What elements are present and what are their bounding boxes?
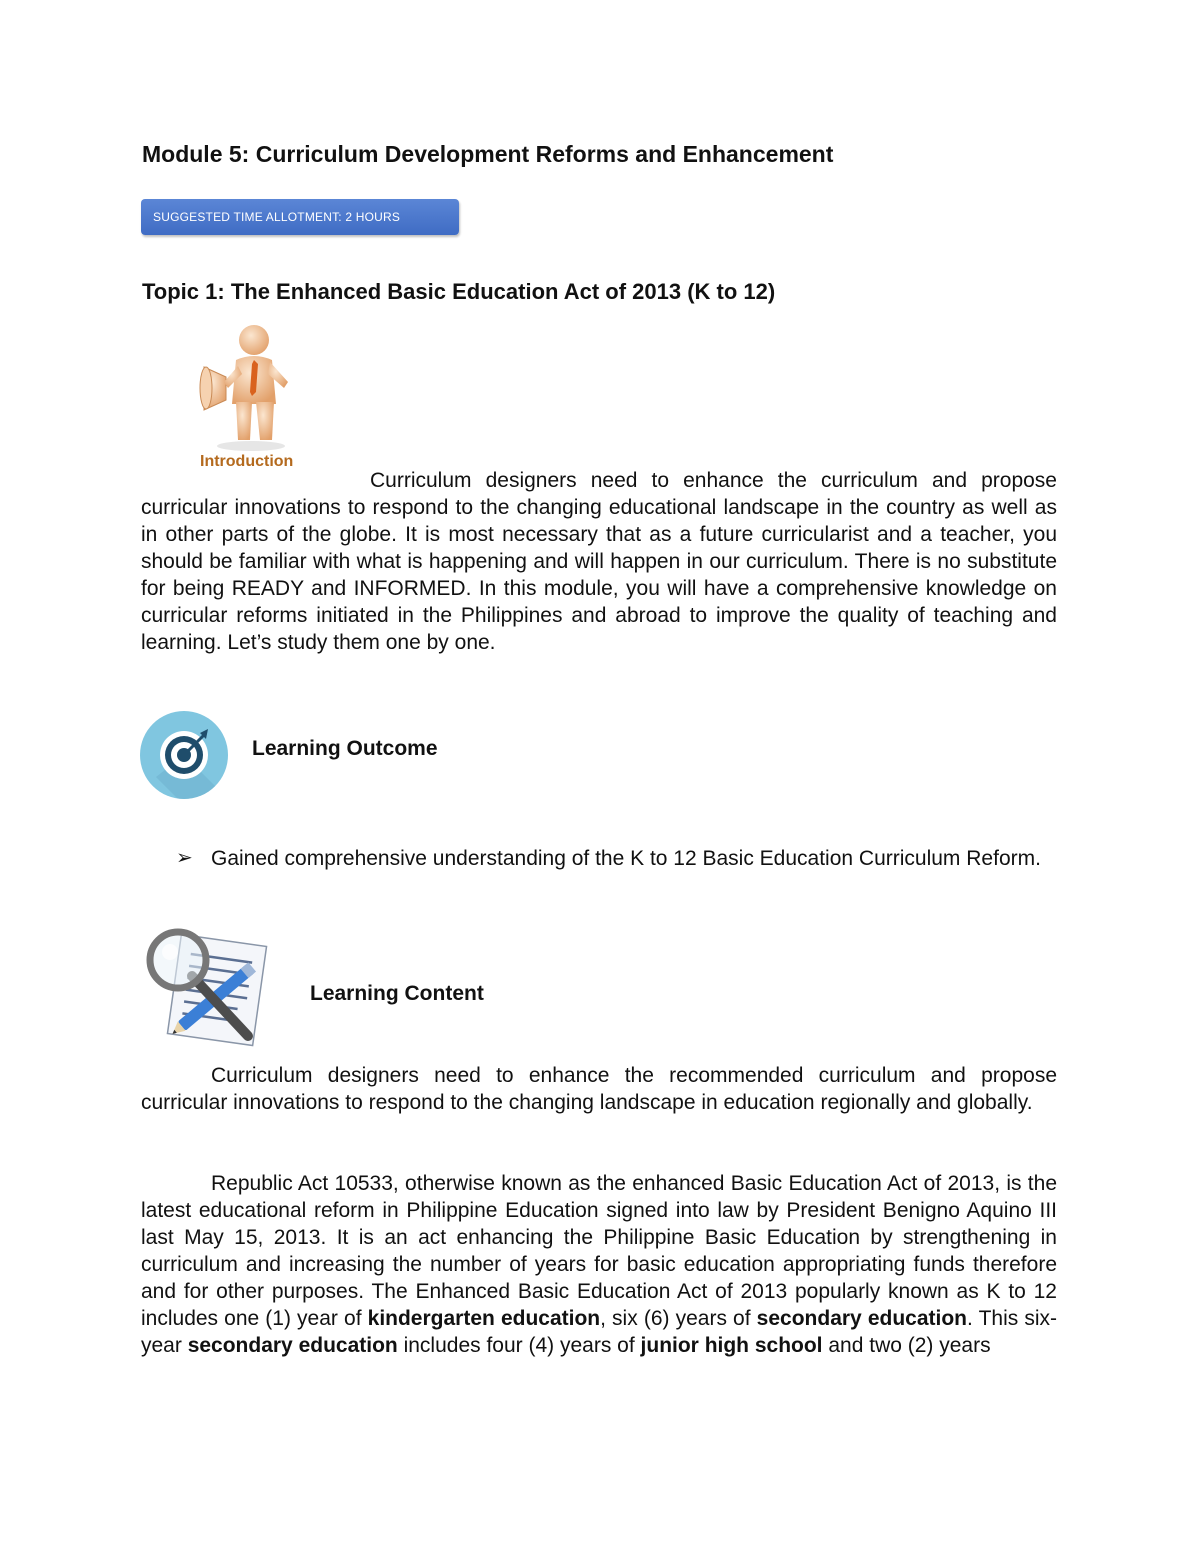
magnifier-document-icon [140,924,272,1048]
paragraph-2-bold-secondary-1: secondary education [756,1307,968,1330]
time-allotment-badge: SUGGESTED TIME ALLOTMENT: 2 HOURS [141,199,459,235]
introduction-paragraph [141,467,1057,656]
learning-content-heading: Learning Content [310,982,484,1005]
introduction-paragraph-text: Curriculum designers need to enhance the curriculum and propose curricular innovations to respond to the changing educational landscape in the country as well as in other parts of the globe. It is most necessary that as a future curricularist and a teacher, you should be familiar with what is happening and will happen in our curriculum. There is no substitute for being READY and INFORMED. In this module, you will have a comprehensive knowledge on curricular reforms initiated in the Philippines and abroad to improve the quality of teaching and learning. Let’s study them one by one. [141,469,1057,654]
topic-title: Topic 1: The Enhanced Basic Education Act of 2013 (K to 12) [142,279,776,304]
bullet-arrow-icon: ➢ [176,847,193,869]
paragraph-2-part-4: includes four (4) years of [397,1334,641,1357]
paragraph-2-part-3: . This six-year [141,1307,1058,1357]
learning-content-paragraph-1-text: Curriculum designers need to enhance the recommended curriculum and propose curricular innovations to respond to the changing landscape in education regionally and globally. [141,1064,1057,1114]
learning-outcome-heading: Learning Outcome [252,737,438,760]
paragraph-2-bold-junior-high: junior high school [640,1334,823,1357]
learning-outcome-item-text: Gained comprehensive understanding of the K to 12 Basic Education Curriculum Reform. [211,847,1041,870]
module-title: Module 5: Curriculum Development Reforms and Enhancement [142,141,834,167]
paragraph-2-part-5: and two (2) years [822,1334,991,1357]
learning-outcome-item [176,845,1057,872]
introduction-icon-label: Introduction [200,453,294,470]
introduction-figure-icon [196,322,301,452]
paragraph-2-bold-secondary-2: secondary education [187,1334,398,1357]
target-icon [136,709,232,801]
paragraph-2-part-1: Republic Act 10533, otherwise known as the enhanced Basic Education Act of 2013, is the latest educational reform in Philippine Education signed into law by President Benigno Aquino III last May 15, 2013. It is an act enhancing the Philippine Basic Education by strengthening in curriculum and increasing the number of years for basic education appropriating funds therefore and for other purposes. The Enhanced Basic Education Act of 2013 popularly known as K to 12 includes one (1) year of [141,1172,1057,1330]
paragraph-2-bold-kindergarten: kindergarten education [367,1307,601,1330]
learning-content-paragraph-1 [141,1062,1057,1116]
paragraph-2-part-2: , six (6) years of [600,1307,757,1330]
learning-content-paragraph-2 [141,1170,1057,1359]
